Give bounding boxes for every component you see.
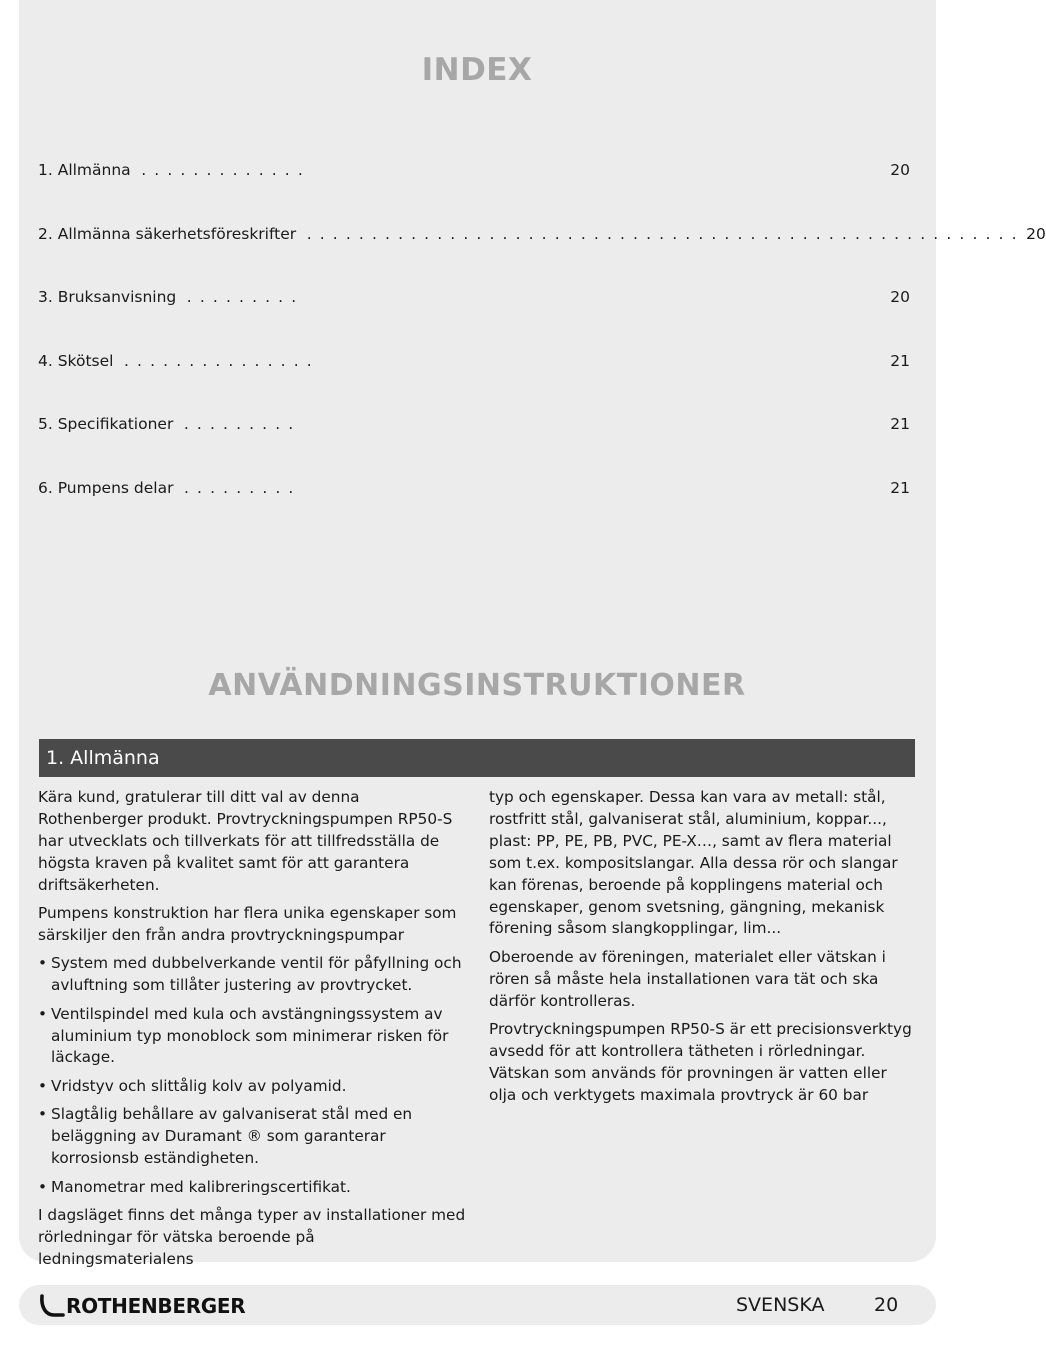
list-item: • System med dubbelverkande ventil för påfyllning och avluftning som tillåter justering av provtrycket.: [38, 953, 466, 997]
paragraph: Kära kund, gratulerar till ditt val av denna Rothenberger produkt. Provtryckningspumpen RP50-S har utvecklats och tillverkats för att tillfredsställa de högsta kraven på kvalitet samt för att garantera driftsäkerheten.: [38, 788, 453, 894]
toc-dot-leader: . . . . . . . . .: [177, 479, 295, 497]
brand-logo: [39, 1293, 245, 1319]
paragraph: typ och egenskaper. Dessa kan vara av metall: stål, rostfritt stål, galvaniserat stål, aluminium, koppar..., plast: PP, PE, PB, PVC, PE-X…, samt av flera material som t.ex. kompositslangar. Alla dessa rör och slangar kan förenas, beroende på kopplingens material och egenskaper, genom svetsning, gängning, mekanisk förening såsom slangkopplingar, lim...: [489, 788, 898, 938]
page-footer: [19, 1285, 936, 1325]
logo-text: ROTHENBERGER: [66, 1294, 246, 1318]
list-item: • Manometrar med kalibreringscertifikat.: [38, 1177, 466, 1199]
toc-entry-label: 4. Skötsel: [38, 352, 114, 370]
toc-page-number: 20: [890, 288, 910, 306]
toc-dot-leader: . . . . . . . . .: [177, 415, 295, 433]
list-item: • Vridstyv och slittålig kolv av polyamid.: [38, 1076, 466, 1098]
toc-entry[interactable]: [38, 161, 910, 183]
toc-dot-leader: . . . . . . . . . . . . . . .: [117, 352, 314, 370]
instructions-title: ANVÄNDNINGSINSTRUKTIONER: [208, 668, 746, 703]
logo-swoosh-icon: [39, 1293, 65, 1319]
toc-entry[interactable]: [38, 352, 910, 374]
toc-page-number: 20: [1026, 225, 1046, 243]
toc-page-number: 21: [890, 415, 910, 433]
toc-entry[interactable]: [38, 479, 910, 501]
toc-page-number: 21: [890, 479, 910, 497]
paragraph: I dagsläget finns det många typer av installationer med rörledningar för vätska beroende på ledningsmaterialens: [38, 1205, 466, 1268]
toc-entry-label: 5. Specifikationer: [38, 415, 174, 433]
text-column-left: [38, 787, 466, 1277]
index-title: INDEX: [421, 52, 533, 88]
section-title: 1. Allmänna: [46, 747, 160, 769]
text-column-right: [489, 787, 917, 1113]
toc-entry[interactable]: [38, 225, 1046, 247]
toc-entry-label: 6. Pumpens delar: [38, 479, 174, 497]
list-item: • Ventilspindel med kula och avstängningssystem av aluminium typ monoblock som minimerar risken för läckage.: [38, 1004, 466, 1070]
list-item: • Slagtålig behållare av galvaniserat stål med en beläggning av Duramant ® som garanterar korrosionsb eständigheten.: [38, 1104, 466, 1170]
toc-entry-label: 2. Allmänna säkerhetsföreskrifter: [38, 225, 297, 243]
paragraph: Oberoende av föreningen, materialet eller vätskan i rören så måste hela installationen vara tät och ska därför kontrolleras.: [489, 947, 886, 1010]
toc-dot-leader: . . . . . . . . . . . . .: [134, 161, 305, 179]
paragraph: Pumpens konstruktion har flera unika egenskaper som särskiljer den från andra provtryckningspumpar: [38, 904, 457, 944]
footer-language: SVENSKA: [736, 1294, 825, 1316]
toc-dot-leader: . . . . . . . . . . . . . . . . . . . . . . . . . . . . . . . . . . . . . . . . . . . . . . . . . . . . . . .: [300, 225, 1019, 243]
toc-page-number: 21: [890, 352, 910, 370]
toc-entry-label: 1. Allmänna: [38, 161, 131, 179]
footer-page-number: 20: [874, 1294, 899, 1316]
toc-page-number: 20: [890, 161, 910, 179]
toc-entry[interactable]: [38, 288, 910, 310]
feature-list: [38, 953, 466, 1198]
paragraph: Provtryckningspumpen RP50-S är ett precisionsverktyg avsedd för att kontrollera tätheten i rörledningar. Vätskan som används för provningen är vatten eller olja och verktygets maximala provtryck är 60 bar: [489, 1020, 912, 1104]
toc-entry-label: 3. Bruksanvisning: [38, 288, 177, 306]
toc-entry[interactable]: [38, 415, 910, 437]
section-header: [39, 739, 915, 777]
toc-dot-leader: . . . . . . . . .: [180, 288, 298, 306]
